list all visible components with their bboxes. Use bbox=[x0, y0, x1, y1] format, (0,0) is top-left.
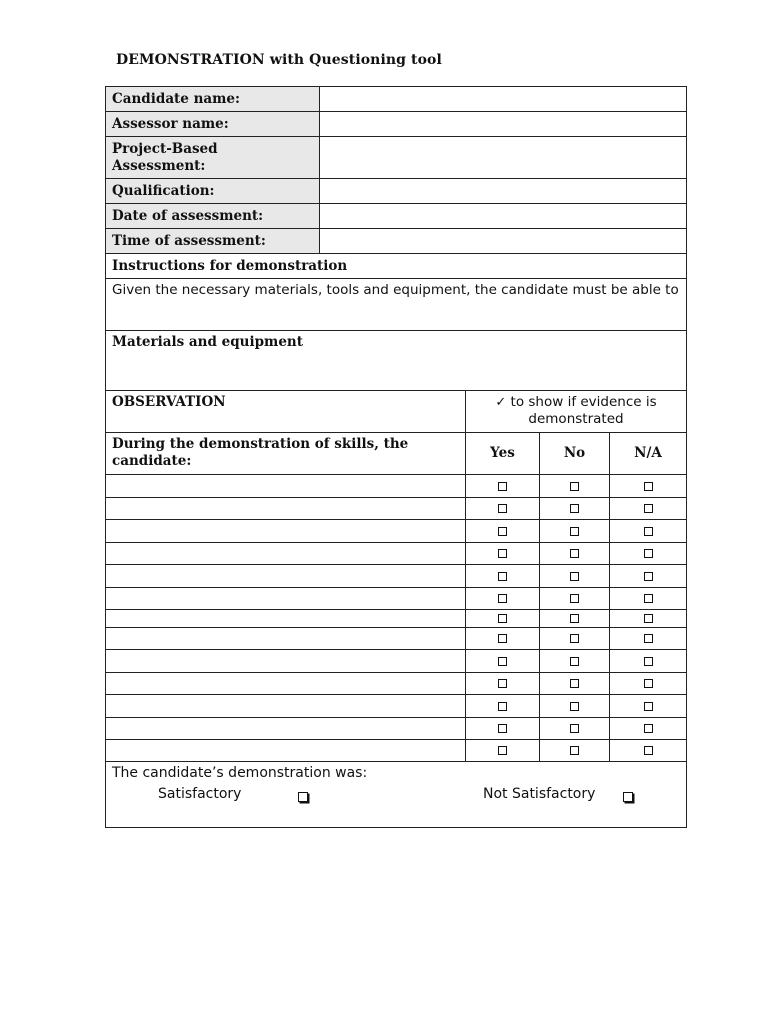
checkbox-no[interactable] bbox=[540, 588, 610, 610]
skill-cell[interactable] bbox=[106, 718, 466, 740]
checkbox-icon bbox=[644, 657, 653, 666]
assessor-name-field[interactable] bbox=[320, 112, 687, 137]
qualification-label: Qualification: bbox=[106, 179, 320, 204]
checkbox-no[interactable] bbox=[540, 520, 610, 543]
checkbox-icon bbox=[498, 702, 507, 711]
candidate-name-row bbox=[106, 87, 687, 112]
checkbox-icon bbox=[570, 634, 579, 643]
observation-row bbox=[106, 520, 687, 543]
checkbox-na[interactable] bbox=[610, 650, 687, 673]
checkbox-yes[interactable] bbox=[466, 673, 540, 695]
checkmark-icon: ✓ bbox=[495, 395, 507, 410]
checkbox-na[interactable] bbox=[610, 673, 687, 695]
checkbox-yes[interactable] bbox=[466, 588, 540, 610]
checkbox-icon bbox=[498, 746, 507, 755]
qualification-row bbox=[106, 179, 687, 204]
skill-cell[interactable] bbox=[106, 475, 466, 498]
checkbox-icon bbox=[644, 724, 653, 733]
checkbox-icon bbox=[570, 527, 579, 536]
checkbox-yes[interactable] bbox=[466, 628, 540, 650]
checkbox-icon bbox=[570, 572, 579, 581]
skill-cell[interactable] bbox=[106, 628, 466, 650]
checkbox-icon bbox=[644, 702, 653, 711]
skill-cell[interactable] bbox=[106, 543, 466, 565]
checkbox-icon bbox=[644, 482, 653, 491]
checkbox-no[interactable] bbox=[540, 695, 610, 718]
skills-heading: During the demonstration of skills, the candidate: bbox=[106, 433, 466, 475]
skill-cell[interactable] bbox=[106, 650, 466, 673]
document-title: DEMONSTRATION with Questioning tool bbox=[116, 52, 442, 68]
checkbox-no[interactable] bbox=[540, 628, 610, 650]
checkbox-icon bbox=[498, 572, 507, 581]
column-no-header: No bbox=[540, 433, 610, 475]
observation-heading-row bbox=[106, 391, 687, 433]
skill-cell[interactable] bbox=[106, 740, 466, 762]
checkbox-icon bbox=[644, 572, 653, 581]
checkbox-no[interactable] bbox=[540, 498, 610, 520]
checkbox-na[interactable] bbox=[610, 588, 687, 610]
checkbox-na[interactable] bbox=[610, 610, 687, 628]
instructions-heading: Instructions for demonstration bbox=[106, 254, 687, 279]
checkbox-icon bbox=[570, 504, 579, 513]
checkbox-icon bbox=[498, 657, 507, 666]
checkbox-no[interactable] bbox=[540, 543, 610, 565]
checkbox-icon bbox=[623, 792, 633, 802]
column-yes-header: Yes bbox=[466, 433, 540, 475]
observation-row bbox=[106, 695, 687, 718]
checkbox-na[interactable] bbox=[610, 740, 687, 762]
instructions-text[interactable]: Given the necessary materials, tools and equipment, the candidate must be able to bbox=[106, 279, 687, 331]
skill-cell[interactable] bbox=[106, 673, 466, 695]
skill-cell[interactable] bbox=[106, 520, 466, 543]
checkbox-icon bbox=[570, 614, 579, 623]
checkbox-icon bbox=[644, 504, 653, 513]
result-row bbox=[106, 762, 687, 828]
checkbox-icon bbox=[498, 679, 507, 688]
project-based-assessment-label: Project-Based Assessment: bbox=[106, 137, 320, 179]
checkbox-yes[interactable] bbox=[466, 498, 540, 520]
checkbox-icon bbox=[644, 634, 653, 643]
checkbox-icon bbox=[498, 549, 507, 558]
checkbox-icon bbox=[570, 657, 579, 666]
checkbox-no[interactable] bbox=[540, 610, 610, 628]
candidate-name-field[interactable] bbox=[320, 87, 687, 112]
checkbox-yes[interactable] bbox=[466, 610, 540, 628]
observation-row bbox=[106, 475, 687, 498]
candidate-name-label: Candidate name: bbox=[106, 87, 320, 112]
skill-cell[interactable] bbox=[106, 588, 466, 610]
checkbox-icon bbox=[570, 679, 579, 688]
assessor-name-row bbox=[106, 112, 687, 137]
checkbox-icon bbox=[644, 614, 653, 623]
checkbox-na[interactable] bbox=[610, 520, 687, 543]
evidence-note-cell bbox=[466, 391, 687, 433]
observation-row bbox=[106, 610, 687, 628]
checkbox-icon bbox=[644, 594, 653, 603]
checkbox-na[interactable] bbox=[610, 475, 687, 498]
checkbox-yes[interactable] bbox=[466, 520, 540, 543]
skills-heading-row bbox=[106, 433, 687, 475]
checkbox-icon bbox=[570, 724, 579, 733]
checkbox-icon bbox=[570, 594, 579, 603]
checkbox-na[interactable] bbox=[610, 565, 687, 588]
date-of-assessment-row bbox=[106, 204, 687, 229]
date-of-assessment-field[interactable] bbox=[320, 204, 687, 229]
checkbox-icon bbox=[498, 504, 507, 513]
checkbox-icon bbox=[498, 482, 507, 491]
project-based-assessment-row bbox=[106, 137, 687, 179]
checkbox-no[interactable] bbox=[540, 740, 610, 762]
skill-cell[interactable] bbox=[106, 610, 466, 628]
checkbox-icon bbox=[570, 702, 579, 711]
project-based-assessment-field[interactable] bbox=[320, 137, 687, 179]
checkbox-icon bbox=[644, 527, 653, 536]
date-of-assessment-label: Date of assessment: bbox=[106, 204, 320, 229]
checkbox-yes[interactable] bbox=[466, 695, 540, 718]
not-satisfactory-label: Not Satisfactory bbox=[483, 786, 596, 802]
observation-row bbox=[106, 740, 687, 762]
observation-heading: OBSERVATION bbox=[106, 391, 466, 433]
time-of-assessment-row bbox=[106, 229, 687, 254]
evidence-note: to show if evidence is demonstrated bbox=[510, 394, 657, 427]
assessor-name-label: Assessor name: bbox=[106, 112, 320, 137]
checkbox-icon bbox=[498, 724, 507, 733]
result-prompt: The candidate’s demonstration was: bbox=[112, 765, 368, 781]
materials-row bbox=[106, 331, 687, 391]
checkbox-icon bbox=[644, 746, 653, 755]
checkbox-no[interactable] bbox=[540, 475, 610, 498]
checkbox-na[interactable] bbox=[610, 695, 687, 718]
result-cell bbox=[106, 762, 687, 828]
observation-row bbox=[106, 588, 687, 610]
skill-cell[interactable] bbox=[106, 695, 466, 718]
not-satisfactory-checkbox[interactable] bbox=[623, 789, 633, 806]
time-of-assessment-label: Time of assessment: bbox=[106, 229, 320, 254]
checkbox-yes[interactable] bbox=[466, 650, 540, 673]
checkbox-na[interactable] bbox=[610, 543, 687, 565]
checkbox-icon bbox=[498, 634, 507, 643]
observation-row bbox=[106, 650, 687, 673]
qualification-field[interactable] bbox=[320, 179, 687, 204]
satisfactory-label: Satisfactory bbox=[158, 786, 242, 802]
checkbox-icon bbox=[644, 549, 653, 558]
assessment-form bbox=[105, 86, 686, 828]
observation-row bbox=[106, 673, 687, 695]
checkbox-icon bbox=[570, 549, 579, 558]
checkbox-yes[interactable] bbox=[466, 740, 540, 762]
checkbox-icon bbox=[298, 792, 308, 802]
checkbox-yes[interactable] bbox=[466, 543, 540, 565]
observation-row bbox=[106, 565, 687, 588]
checkbox-icon bbox=[644, 679, 653, 688]
checkbox-no[interactable] bbox=[540, 650, 610, 673]
checkbox-icon bbox=[570, 482, 579, 491]
time-of-assessment-field[interactable] bbox=[320, 229, 687, 254]
observation-row bbox=[106, 628, 687, 650]
observation-row bbox=[106, 543, 687, 565]
skill-cell[interactable] bbox=[106, 498, 466, 520]
checkbox-yes[interactable] bbox=[466, 565, 540, 588]
satisfactory-checkbox[interactable] bbox=[298, 789, 308, 806]
checkbox-na[interactable] bbox=[610, 498, 687, 520]
instructions-heading-row bbox=[106, 254, 687, 279]
observation-row bbox=[106, 498, 687, 520]
column-na-header: N/A bbox=[610, 433, 687, 475]
checkbox-icon bbox=[498, 527, 507, 536]
materials-heading[interactable]: Materials and equipment bbox=[106, 331, 687, 391]
assessment-table bbox=[105, 86, 687, 828]
observation-row bbox=[106, 718, 687, 740]
result-options bbox=[112, 782, 680, 808]
checkbox-na[interactable] bbox=[610, 628, 687, 650]
checkbox-icon bbox=[498, 614, 507, 623]
checkbox-icon bbox=[570, 746, 579, 755]
observation-rows bbox=[106, 475, 687, 762]
checkbox-na[interactable] bbox=[610, 718, 687, 740]
checkbox-yes[interactable] bbox=[466, 475, 540, 498]
checkbox-yes[interactable] bbox=[466, 718, 540, 740]
checkbox-no[interactable] bbox=[540, 565, 610, 588]
skill-cell[interactable] bbox=[106, 565, 466, 588]
instructions-text-row bbox=[106, 279, 687, 331]
checkbox-no[interactable] bbox=[540, 673, 610, 695]
checkbox-no[interactable] bbox=[540, 718, 610, 740]
checkbox-icon bbox=[498, 594, 507, 603]
